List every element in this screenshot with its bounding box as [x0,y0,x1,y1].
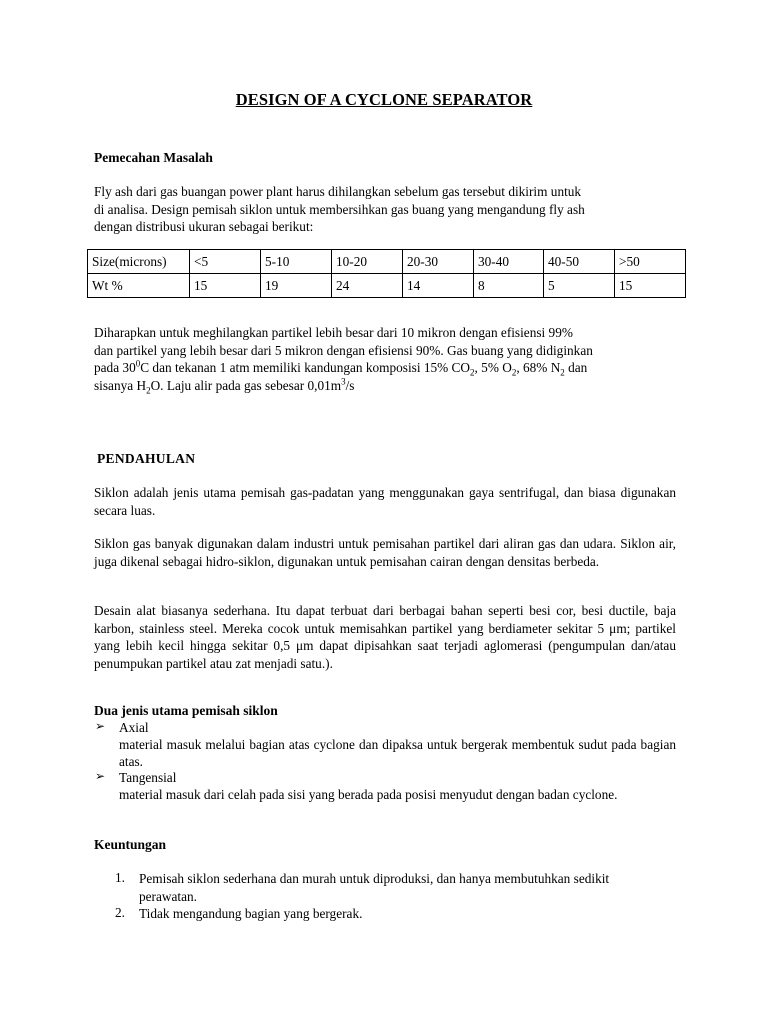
heading-keuntungan: Keuntungan [94,837,167,852]
bullet-description: material masuk melalui bagian atas cyclone dan dipaksa untuk bergerak membentuk sudut pada bagian atas. [119,737,676,769]
table-cell: 15 [615,274,686,298]
heading-dua-jenis: Dua jenis utama pemisah siklon [94,703,278,718]
list-item: Tidak mengandung bagian yang bergerak. [139,906,363,921]
req-line-4: sisanya $H_2O$. Laju alir pada gas sebesar $0,01m^3/s$ [94,376,355,396]
requirements-paragraph [94,324,676,394]
table-cell: 24 [332,274,403,298]
table-cell: 19 [261,274,332,298]
table-cell: 5 [544,274,615,298]
pendahulan-paragraph-2: Siklon gas banyak digunakan dalam industri untuk pemisahan partikel dari aliran gas dan udara. Siklon air, juga dikenal sebagai hidro-siklon, digunakan untuk pemisahan cairan dengan densitas berbeda. [94,536,676,569]
table-cell: 15 [190,274,261,298]
intro-paragraph [94,183,676,236]
table-cell: <5 [190,250,261,274]
table-cell: 10-20 [332,250,403,274]
bullet-label: Axial [119,720,149,735]
arrow-bullet-icon: ➢ [95,719,106,733]
pendahulan-paragraph-1: Siklon adalah jenis utama pemisah gas-padatan yang menggunakan gaya sentrifugal, dan biasa digunakan secara luas. [94,485,676,518]
heading-pendahulan: PENDAHULAN [97,451,196,466]
req-line-2: dan partikel yang lebih besar dari 5 mikron dengan efisiensi 90%. Gas buang yang didiginkan [94,342,593,358]
table-cell: >50 [615,250,686,274]
arrow-bullet-icon: ➢ [95,769,106,783]
table-cell: 30-40 [474,250,544,274]
intro-line-1: Fly ash dari gas buangan power plant harus dihilangkan sebelum gas tersebut dikirim untuk [94,184,582,199]
table-cell: 5-10 [261,250,332,274]
intro-line-3: dengan distribusi ukuran sebagai berikut: [94,219,314,234]
pendahulan-paragraph-3: Desain alat biasanya sederhana. Itu dapat terbuat dari berbagai bahan seperti besi cor, besi ductile, baja karbon, stainless steel. Mereka cocok untuk memisahkan partikel yang berdiameter sekitar 5 μm; partikel yang lebih kecil hingga sekitar 0,5 μm dapat dipisahkan saat terjadi aglomerasi (pengumpulan dan/atau penumpukan partikel atau zat menjadi satu.). [94,603,676,671]
req-line-3: pada $30^0C$ dan tekanan 1 atm memiliki kandungan komposisi 15% $CO_2$, 5% $O_2$, 68% $N_2$ dan [94,358,588,378]
bullet-description: material masuk dari celah pada sisi yang berada pada posisi menyudut dengan badan cyclone. [119,787,618,802]
table-cell: 40-50 [544,250,615,274]
table-cell: Wt % [88,274,190,298]
bullet-tangensial [119,769,676,803]
size-distribution-table [87,249,686,298]
list-number: 2. [115,905,125,920]
heading-pemecahan-masalah: Pemecahan Masalah [94,150,213,165]
bullet-label: Tangensial [119,770,177,785]
list-item: Pemisah siklon sederhana dan murah untuk diproduksi, dan hanya membutuhkan sedikit perawatan. [139,871,610,904]
req-line-1: Diharapkan untuk meghilangkan partikel lebih besar dari 10 mikron dengan efisiensi 99% [94,325,573,340]
list-number: 1. [115,870,125,885]
table-cell: Size(microns) [88,250,190,274]
table-header-row [88,250,686,274]
table-cell: 8 [474,274,544,298]
intro-line-2: di analisa. Design pemisah siklon untuk membersihkan gas buang yang mengandung fly ash [94,201,585,217]
table-cell: 20-30 [403,250,474,274]
bullet-axial [119,719,676,770]
table-cell: 14 [403,274,474,298]
table-row [88,274,686,298]
document-title: DESIGN OF A CYCLONE SEPARATOR [235,90,533,109]
